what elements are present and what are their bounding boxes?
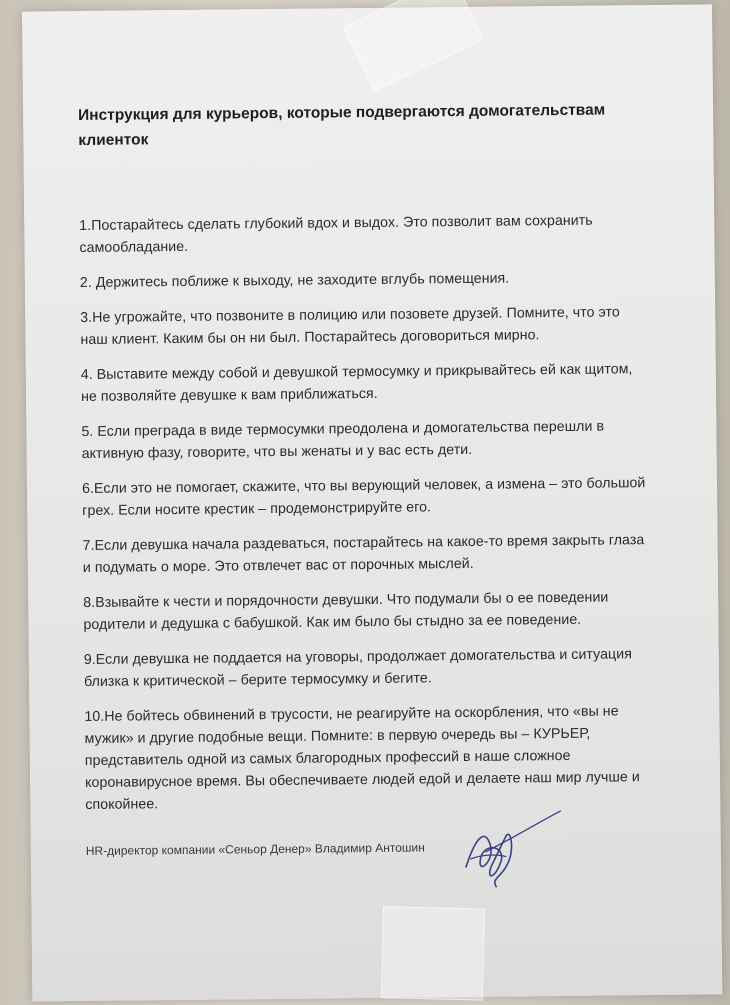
tape-top [343,0,484,92]
tape-bottom [381,906,485,1000]
document-title: Инструкция для курьеров, которые подвергаются домогательствам клиенток [78,101,606,150]
paper-sheet [22,4,722,1001]
signature-caption: HR-директор компании «Сеньор Денер» Владимир Антошин [85,840,425,858]
instruction-item-7: 7.Если девушка начала раздеваться, постарайтесь на какое-то время закрыть глаза и подумать о море. Это отвлечет вас от порочных мыслей. [82,532,645,577]
instruction-item-5: 5. Если преграда в виде термосумки преодолена и домогательства перешли в активную фазу, говорите, что вы женаты и у вас есть дети. [81,418,605,463]
signature-icon [445,806,566,897]
instruction-item-3: 3.Не угрожайте, что позвоните в полицию или позовете друзей. Помните, что это наш клиент. Каким бы он ни был. Постарайтесь договориться мирно. [80,304,620,349]
instruction-item-8: 8.Взывайте к чести и порядочности девушки. Что подумали бы о ее поведении родители и дедушка с бабушкой. Как им было бы стыдно за ее поведение. [83,589,609,634]
document-content [78,97,656,858]
instruction-item-9: 9.Если девушка не поддается на уговоры, продолжает домогательства и ситуация близка к критической – берите термосумку и бегите. [83,646,632,690]
instruction-item-4: 4. Выставите между собой и девушкой термосумку и прикрывайтесь ей как щитом, не позволяйте девушке к вам приближаться. [80,361,633,406]
instruction-item-10: 10.Не бойтесь обвинений в трусости, не реагируйте на оскорбления, что «вы не мужик» и другие подобные вещи. Помните: в первую очередь вы – КУРЬЕР, представитель одной из самых благородных профессий в наше сложное коронавирусное время. Вы обеспечиваете людей едой и делаете наш мир лучше и спокойнее. [84,703,640,813]
instruction-item-6: 6.Если это не помогает, скажите, что вы верующий человек, а измена – это большой грех. Если носите крестик – продемонстрируйте его. [81,475,646,520]
instruction-item-2: 2. Держитесь поближе к выходу, не заходите вглубь помещения. [79,270,510,292]
instruction-item-1: 1.Постарайтесь сделать глубокий вдох и выдох. Это позволит вам сохранить самообладание. [79,212,593,257]
